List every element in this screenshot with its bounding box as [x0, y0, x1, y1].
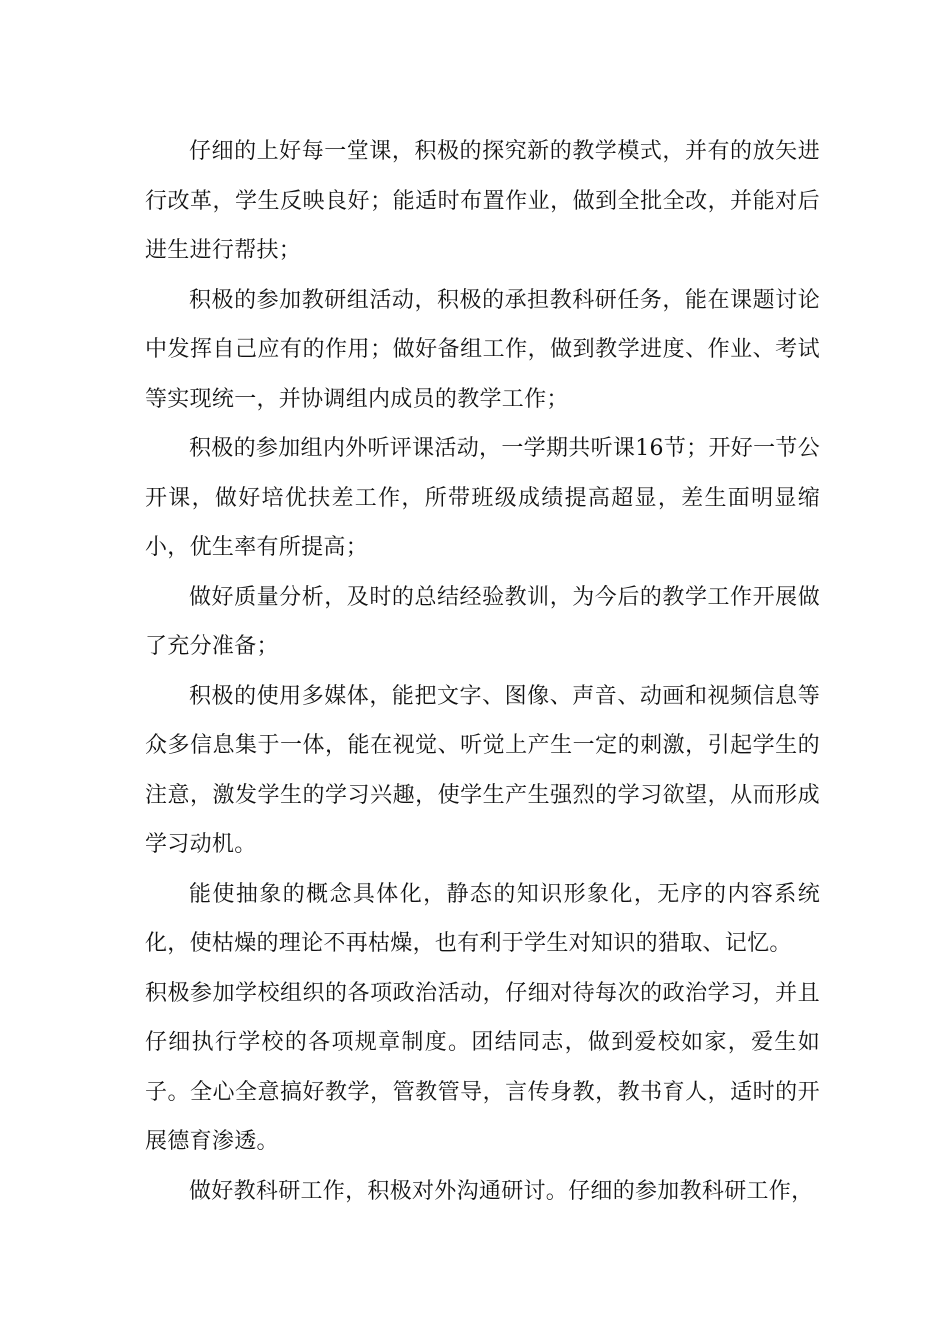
paragraph-research-group: 积极的参加教研组活动，积极的承担教科研任务，能在课题讨论中发挥自己应有的作用；做好备组工作，做到教学进度、作业、考试等实现统一，并协调组内成员的教学工作；: [145, 287, 820, 412]
paragraph-quality-analysis: 做好质量分析，及时的总结经验教训，为今后的教学工作开展做了充分准备；: [145, 584, 820, 659]
paragraph-multimedia: 积极的使用多媒体，能把文字、图像、声音、动画和视频信息等众多信息集于一体，能在视觉、听觉上产生一定的刺激，引起学生的注意，激发学生的学习兴趣，使学生产生强烈的学习欲望，从而形成学习动机。: [145, 683, 820, 857]
document-body: [145, 127, 820, 1216]
paragraph-concretization: 能使抽象的概念具体化，静态的知识形象化，无序的内容系统化，使枯燥的理论不再枯燥，也有利于学生对知识的猎取、记忆。: [145, 881, 820, 956]
paragraph-research-work: 做好教科研工作，积极对外沟通研讨。仔细的参加教科研工作，: [189, 1178, 814, 1204]
paragraph-lesson-teaching: 仔细的上好每一堂课，积极的探究新的教学模式，并有的放矢进行改革，学生反映良好；能适时布置作业，做到全批全改，并能对后进生进行帮扶；: [145, 139, 820, 263]
paragraph-lesson-observation: 积极的参加组内外听评课活动，一学期共听课16节；开好一节公开课，做好培优扶差工作，所带班级成绩提高超显，差生面明显缩小，优生率有所提高；: [145, 436, 820, 560]
paragraph-political-activities: 积极参加学校组织的各项政治活动，仔细对待每次的政治学习，并且仔细执行学校的各项规章制度。团结同志，做到爱校如家，爱生如子。全心全意搞好教学，管教管导，言传身教，教书育人，适时的开展德育渗透。: [145, 980, 820, 1154]
